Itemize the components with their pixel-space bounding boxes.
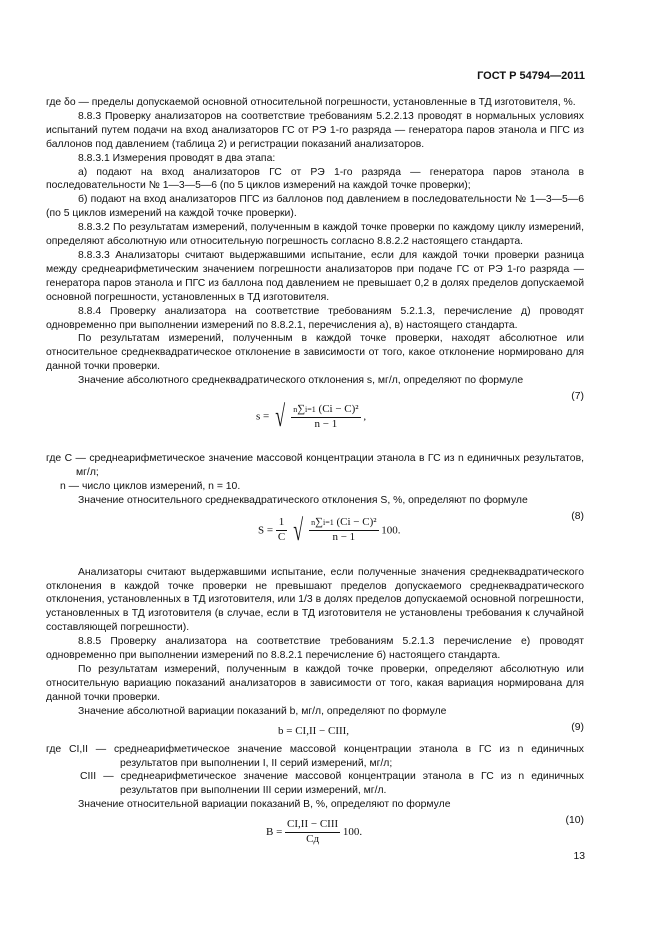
- paragraph: 8.8.5 Проверку анализатора на соответствие требованиям 5.2.1.3 перечисление е) проводят одновременно при выполнении измерений по 8.8.2.1 перечисление б) настоящего стандарта.: [46, 636, 584, 662]
- formula-number: (9): [571, 721, 584, 733]
- formula-body: (Ci − C)²: [336, 516, 377, 529]
- list-item: а) подают на вход анализаторов ГС от РЭ 1-го разряда — генератора паров этанола в последовательности № 1—3—5—6 (по 5 циклов измерений на каждой точке проверки);: [46, 166, 584, 192]
- sqrt-icon: √: [275, 400, 286, 434]
- formula-number: (8): [571, 510, 584, 522]
- formula-number: (7): [571, 391, 584, 403]
- document-header: ГОСТ Р 54794—2011: [477, 70, 585, 82]
- document-body: [46, 96, 584, 856]
- formula-body: (Ci − C)²: [318, 402, 359, 415]
- formula-lhs: S =: [258, 524, 274, 537]
- formula-denominator: n − 1: [314, 417, 338, 430]
- paragraph: 8.8.4 Проверку анализатора на соответствие требованиям 5.2.1.3, перечисление д) проводят одновременно при выполнении измерений по 8.8.2.1, перечисления а), в) настоящего стандарта.: [46, 305, 584, 331]
- paragraph: 8.8.3 Проверку анализаторов на соответствие требованиям 5.2.2.13 проводят в нормальных условиях испытаний путем подачи на вход анализаторов ГС от РЭ 1-го разряда — генератора паров этанола и ПГС из баллонов под давлением (таблица 2) и регистрации показаний анализаторов.: [46, 110, 584, 150]
- formula-fraction: [285, 818, 340, 847]
- paragraph: n — число циклов измерений, n = 10.: [60, 480, 241, 492]
- formula-9: [46, 719, 584, 743]
- paragraph: По результатам измерений, полученным в каждой точке проверки, определяют абсолютную или относительную вариацию показаний анализаторов в зависимости от того, какая вариация нормирована для данной точки проверки.: [46, 664, 584, 703]
- formula-text: b = CI,II − CIII,: [278, 724, 350, 737]
- formula-8: S = $\frac{1}{C}$ √ $\frac{\text{n∑i=1 (Ci − C)²}}{n - 1}$ 100. (8): [258, 510, 584, 547]
- formula-fraction: $\frac{\text{n∑i=1 (Ci − C)²}}{n - 1}$: [311, 516, 377, 544]
- sqrt-icon: √: [293, 513, 304, 547]
- paragraph: 8.8.3.2 По результатам измерений, полученным в каждой точке проверки по каждому циклу измерений, определяют абсолютную или относительную погрешность согласно 8.8.2.2 настоящего стандарта.: [46, 222, 584, 248]
- formula-10: B = $\frac{\text{CI,II − CIII}}{Cд}$ 100. (10): [266, 815, 584, 846]
- formula-7: s = √ $\frac{\text{n∑i=1 (Ci − C)²}}{n - 1}$ , (7): [256, 391, 584, 434]
- paragraph: где CI,II — среднеарифметическое значение массовой концентрации этанола в ГС из n единичных результатов при выполнении I, II серий измерений, мг/л;: [46, 743, 584, 769]
- paragraph: Значение относительной вариации показаний B, %, определяют по формуле: [78, 799, 451, 811]
- formula-lhs: s =: [256, 410, 270, 423]
- formula-numerator: CI,II − CIII: [285, 818, 340, 833]
- paragraph: Значение абсолютной вариации показаний b, мг/л, определяют по формуле: [78, 705, 447, 717]
- paragraph: где C — среднеарифметическое значение массовой концентрации этанола в ГС из n единичных результатов, мг/л;: [46, 453, 584, 478]
- formula-lhs: B =: [266, 826, 283, 839]
- formula-fraction: $\frac{\text{n∑i=1 (Ci − C)²}}{n - 1}$: [293, 402, 359, 430]
- formula-denominator: Cд: [306, 833, 320, 846]
- paragraph: CIII — среднеарифметическое значение массовой концентрации этанола в ГС из n единичных результатов при выполнении III серии измерений, мг/л.: [80, 771, 584, 797]
- paragraph: Значение относительного среднеквадратического отклонения S, %, определяют по формуле: [78, 494, 528, 506]
- paragraph: где δо — пределы допускаемой основной относительной погрешности, установленные в ТД изготовителя, %.: [46, 97, 576, 108]
- paragraph: 8.8.3.3 Анализаторы считают выдержавшими испытание, если для каждой точки проверки разница между среднеарифметическим значением погрешности анализаторов при подаче ГС от РЭ 1-го разряда — генератора паров этанола и ПГС из баллона под давлением не превышает 0,2 в долях пределов допускаемой основной погрешности, установленных в ТД изготовителя.: [46, 249, 584, 303]
- formula-number: (10): [565, 815, 584, 827]
- formula-denominator: n − 1: [332, 531, 356, 544]
- formula-prefactor: $\frac{1}{C}$: [277, 516, 286, 544]
- page-number: 13: [573, 851, 585, 863]
- paragraph: Анализаторы считают выдержавшими испытание, если полученные значения среднеквадратического отклонения в каждой точке проверки не превышают пределов допускаемого среднеквадратического отклонения, установленных в ТД изготовителя, или 1/3 в долях пределов допускаемой основной погрешности, установленных в ТД изготовителя (в случае, если в ТД изготовителя не установлены требования к случайной составляющей погрешности).: [46, 566, 584, 634]
- paragraph: 8.8.3.1 Измерения проводят в два этапа:: [78, 152, 276, 164]
- paragraph: По результатам измерений, полученным в каждой точке проверки, находят абсолютное или относительное среднеквадратическое отклонение в зависимости от того, какое отклонение нормировано для данной точки проверки.: [46, 333, 584, 373]
- paragraph: Значение абсолютного среднеквадратического отклонения s, мг/л, определяют по формуле: [78, 375, 524, 387]
- list-item: б) подают на вход анализаторов ПГС из баллонов под давлением в последовательности № 1—3—5—6 (по 5 циклов измерений на каждой точке проверки).: [46, 194, 584, 220]
